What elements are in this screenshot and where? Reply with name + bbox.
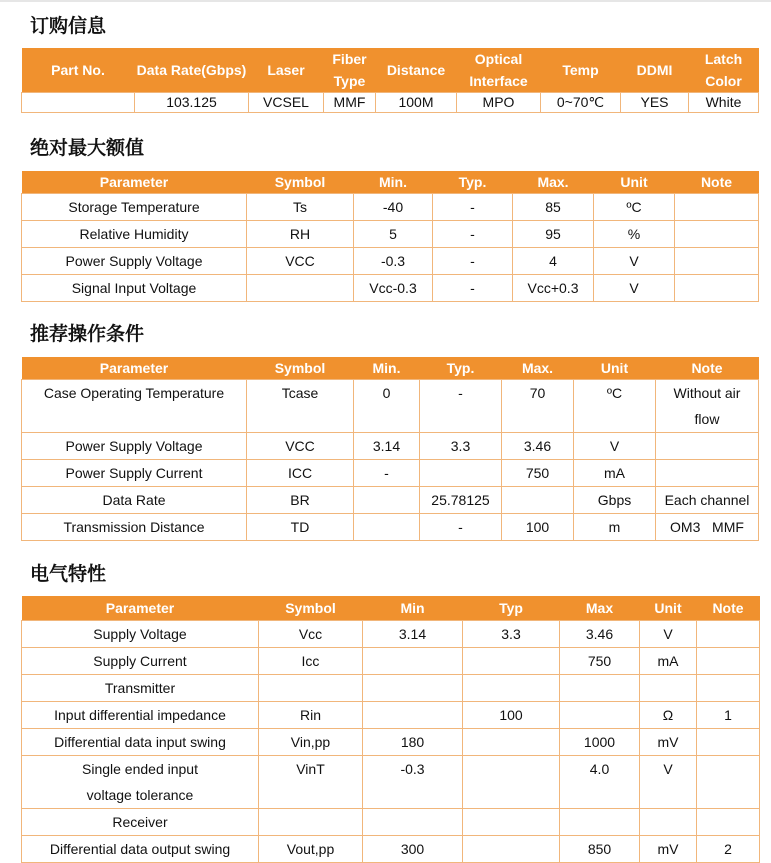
header-parameter: Parameter: [22, 357, 247, 380]
table-row: [22, 647, 760, 674]
table-cell: Vcc+0.3: [513, 275, 594, 302]
table-cell: 2: [697, 835, 760, 862]
table-row: [22, 728, 760, 755]
table-cell: V: [574, 433, 656, 460]
table-cell: V: [640, 755, 697, 808]
table-cell: Signal Input Voltage: [22, 275, 247, 302]
table-cell: 95: [513, 221, 594, 248]
table-cell: [640, 808, 697, 835]
table-cell: [656, 433, 759, 460]
table-cell: ºC: [574, 380, 656, 433]
table-cell: TD: [247, 514, 354, 541]
table-cell: Single ended input voltage tolerance: [22, 755, 259, 808]
table-cell: Vin,pp: [259, 728, 363, 755]
table-cell: [675, 194, 759, 221]
table-cell: Transmitter: [22, 674, 259, 701]
table-cell: 3.3: [420, 433, 502, 460]
table-row: [22, 460, 759, 487]
section-title-ordering: 订购信息: [30, 15, 107, 37]
table-cell: Tcase: [247, 380, 354, 433]
table-cell: Power Supply Current: [22, 460, 247, 487]
table-cell: [697, 808, 760, 835]
table-cell: YES: [621, 93, 689, 113]
header-fiber-type: Fiber Type: [324, 48, 376, 93]
table-cell: [502, 487, 574, 514]
header-temp: Temp: [541, 48, 621, 93]
table-cell: -: [420, 380, 502, 433]
table-cell: Storage Temperature: [22, 194, 247, 221]
table-row: [22, 755, 760, 808]
header-note: Note: [656, 357, 759, 380]
header-symbol: Symbol: [247, 171, 354, 194]
header-note: Note: [675, 171, 759, 194]
table-row: [22, 275, 759, 302]
table-cell: -: [433, 275, 513, 302]
table-cell: -: [433, 194, 513, 221]
table-row: [22, 701, 760, 728]
table-cell: Supply Current: [22, 647, 259, 674]
table-cell: Without air flow: [656, 380, 759, 433]
table-cell: V: [594, 248, 675, 275]
table-cell: V: [594, 275, 675, 302]
section-title-electrical: 电气特性: [30, 563, 107, 585]
header-max: Max.: [513, 171, 594, 194]
table-row: [22, 514, 759, 541]
table-cell: Case Operating Temperature: [22, 380, 247, 433]
table-row: [22, 380, 759, 433]
table-cell: 180: [363, 728, 463, 755]
table-row: [22, 194, 759, 221]
table-cell: [363, 647, 463, 674]
table-cell: VCSEL: [249, 93, 324, 113]
table-cell: [463, 835, 560, 862]
header-note: Note: [697, 596, 760, 620]
table-cell: [463, 674, 560, 701]
table-cell: -0.3: [363, 755, 463, 808]
header-symbol: Symbol: [247, 357, 354, 380]
table-cell: [675, 221, 759, 248]
table-cell: 100: [502, 514, 574, 541]
table-cell: 85: [513, 194, 594, 221]
table-cell: [560, 674, 640, 701]
table-cell: [259, 674, 363, 701]
table-cell: [697, 728, 760, 755]
table-cell: 3.14: [354, 433, 420, 460]
header-min: Min.: [354, 171, 433, 194]
table-cell: -0.3: [354, 248, 433, 275]
top-divider: [0, 0, 771, 2]
header-ddmi: DDMI: [621, 48, 689, 93]
table-cell: [697, 674, 760, 701]
table-cell: Power Supply Voltage: [22, 248, 247, 275]
table-cell: White: [689, 93, 759, 113]
table-cell: 5: [354, 221, 433, 248]
table-row: [22, 487, 759, 514]
table-cell: MPO: [457, 93, 541, 113]
table-cell: Gbps: [574, 487, 656, 514]
table-cell: VinT: [259, 755, 363, 808]
table-cell: [259, 808, 363, 835]
table-cell: 25.78125: [420, 487, 502, 514]
table-cell: Vout,pp: [259, 835, 363, 862]
table-cell: 750: [502, 460, 574, 487]
table-cell: Supply Voltage: [22, 620, 259, 647]
table-cell: Vcc-0.3: [354, 275, 433, 302]
table-cell: %: [594, 221, 675, 248]
table-cell: ºC: [594, 194, 675, 221]
header-data-rate: Data Rate(Gbps): [135, 48, 249, 93]
header-max: Max.: [502, 357, 574, 380]
table-cell: Ts: [247, 194, 354, 221]
table-cell: Power Supply Voltage: [22, 433, 247, 460]
table-cell: Vcc: [259, 620, 363, 647]
table-row: [22, 93, 759, 113]
table-cell: 4.0: [560, 755, 640, 808]
table-cell: [463, 647, 560, 674]
table-cell: VCC: [247, 433, 354, 460]
table-cell: 4: [513, 248, 594, 275]
table-cell: mA: [640, 647, 697, 674]
table-cell: [420, 460, 502, 487]
table-cell: [697, 647, 760, 674]
header-unit: Unit: [574, 357, 656, 380]
table-cell: 100: [463, 701, 560, 728]
table-row: [22, 674, 760, 701]
table-cell: Rin: [259, 701, 363, 728]
header-typ: Typ: [463, 596, 560, 620]
table-cell: [560, 701, 640, 728]
table-cell: [463, 755, 560, 808]
table-cell: [22, 93, 135, 113]
header-laser: Laser: [249, 48, 324, 93]
header-parameter: Parameter: [22, 596, 259, 620]
header-unit: Unit: [594, 171, 675, 194]
table-cell: [697, 755, 760, 808]
header-max: Max: [560, 596, 640, 620]
table-cell: [697, 620, 760, 647]
table-cell: [656, 460, 759, 487]
header-min: Min.: [354, 357, 420, 380]
table-cell: mV: [640, 835, 697, 862]
table-cell: -40: [354, 194, 433, 221]
table-cell: -: [433, 221, 513, 248]
table-cell: -: [420, 514, 502, 541]
table-cell: [675, 275, 759, 302]
header-optical-interface: Optical Interface: [457, 48, 541, 93]
table-cell: OM3 MMF: [656, 514, 759, 541]
table-cell: 3.3: [463, 620, 560, 647]
table-cell: Receiver: [22, 808, 259, 835]
table-cell: 750: [560, 647, 640, 674]
table-cell: [354, 487, 420, 514]
table-cell: [247, 275, 354, 302]
table-cell: [363, 808, 463, 835]
table-cell: [463, 808, 560, 835]
table-cell: [463, 728, 560, 755]
table-cell: V: [640, 620, 697, 647]
table-cell: [363, 674, 463, 701]
electrical-table: [21, 596, 760, 863]
section-title-absolute-max: 绝对最大额值: [30, 137, 145, 159]
table-cell: VCC: [247, 248, 354, 275]
table-cell: [363, 701, 463, 728]
header-part-no: Part No.: [22, 48, 135, 93]
header-latch-color: Latch Color: [689, 48, 759, 93]
table-cell: 1000: [560, 728, 640, 755]
header-typ: Typ.: [420, 357, 502, 380]
header-symbol: Symbol: [259, 596, 363, 620]
table-cell: 3.14: [363, 620, 463, 647]
table-cell: m: [574, 514, 656, 541]
table-cell: Data Rate: [22, 487, 247, 514]
ordering-table: [21, 48, 759, 113]
table-row: [22, 248, 759, 275]
table-row: [22, 620, 760, 647]
table-cell: [675, 248, 759, 275]
table-cell: Each channel: [656, 487, 759, 514]
header-unit: Unit: [640, 596, 697, 620]
table-cell: [560, 808, 640, 835]
table-cell: 100M: [376, 93, 457, 113]
table-cell: 1: [697, 701, 760, 728]
table-cell: 300: [363, 835, 463, 862]
table-cell: 103.125: [135, 93, 249, 113]
table-cell: Differential data output swing: [22, 835, 259, 862]
table-cell: 70: [502, 380, 574, 433]
table-cell: MMF: [324, 93, 376, 113]
table-cell: Ω: [640, 701, 697, 728]
table-cell: Relative Humidity: [22, 221, 247, 248]
table-cell: Input differential impedance: [22, 701, 259, 728]
table-cell: 850: [560, 835, 640, 862]
table-cell: 3.46: [502, 433, 574, 460]
header-typ: Typ.: [433, 171, 513, 194]
table-cell: Icc: [259, 647, 363, 674]
table-cell: [354, 514, 420, 541]
table-cell: mA: [574, 460, 656, 487]
header-parameter: Parameter: [22, 171, 247, 194]
table-row: [22, 433, 759, 460]
table-cell: -: [433, 248, 513, 275]
table-cell: BR: [247, 487, 354, 514]
recommended-table: [21, 357, 759, 541]
section-title-recommended: 推荐操作条件: [30, 323, 145, 345]
header-distance: Distance: [376, 48, 457, 93]
header-min: Min: [363, 596, 463, 620]
table-cell: ICC: [247, 460, 354, 487]
table-cell: 0~70℃: [541, 93, 621, 113]
table-cell: -: [354, 460, 420, 487]
table-row: [22, 835, 760, 862]
table-cell: [640, 674, 697, 701]
table-row: [22, 221, 759, 248]
table-cell: Differential data input swing: [22, 728, 259, 755]
table-cell: RH: [247, 221, 354, 248]
table-row: [22, 808, 760, 835]
table-cell: mV: [640, 728, 697, 755]
table-cell: Transmission Distance: [22, 514, 247, 541]
table-cell: 0: [354, 380, 420, 433]
table-cell: 3.46: [560, 620, 640, 647]
absolute-max-table: [21, 171, 759, 302]
